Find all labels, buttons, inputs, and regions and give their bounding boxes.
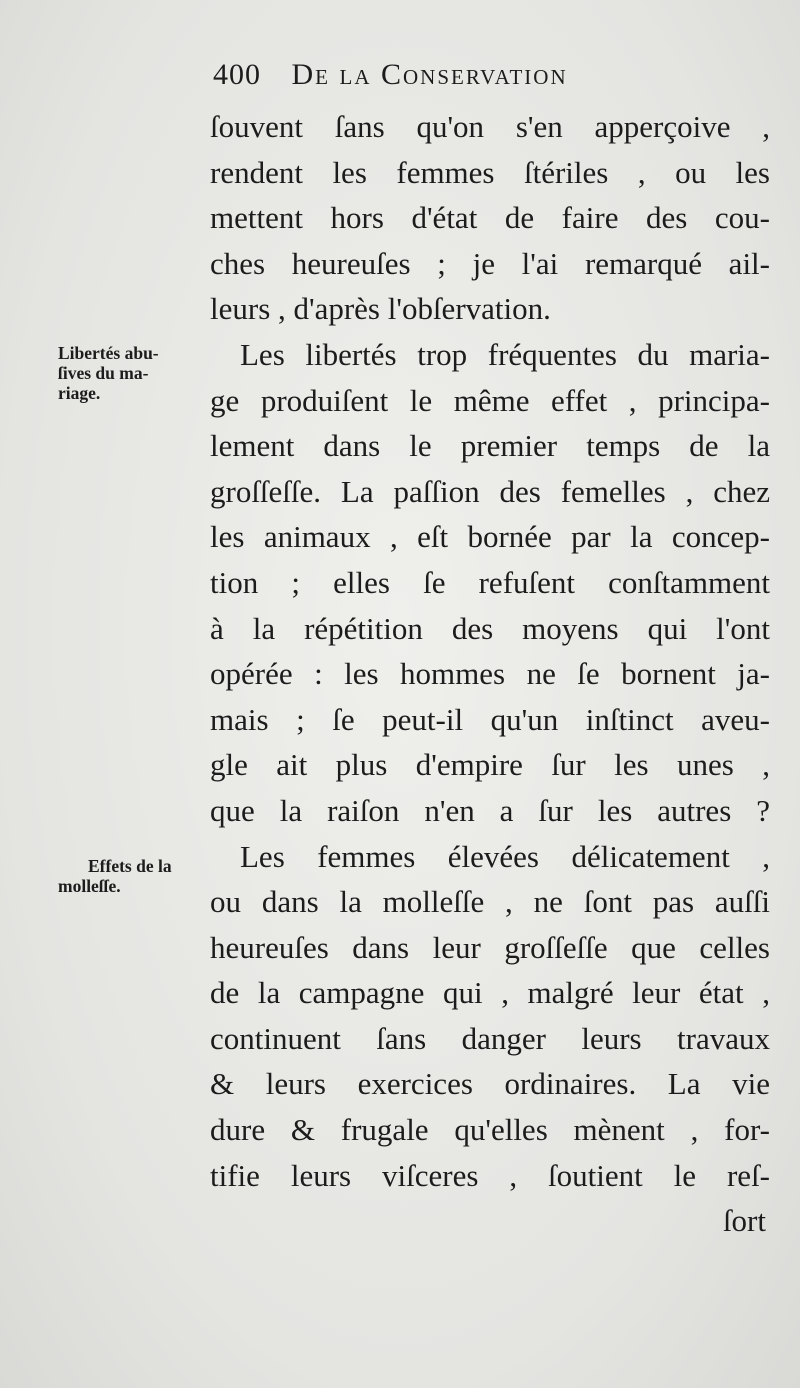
margin-note-effets xyxy=(58,856,208,896)
text-line: que la raiſon n'en a ſur les autres ? xyxy=(210,792,770,828)
text-line: ou dans la molleſſe , ne ſont pas auſſi xyxy=(210,884,770,920)
margin-note-line: riage. xyxy=(58,383,101,403)
text-line: les animaux , eſt bornée par la concep- xyxy=(210,519,770,555)
text-line: ches heureuſes ; je l'ai remarqué ail- xyxy=(210,245,770,281)
text-line: leurs , d'après l'obſervation. xyxy=(210,291,551,327)
margin-note-line: Libertés abu- xyxy=(58,343,159,363)
margin-note-line: Effets de la xyxy=(88,856,172,876)
text-line: ge produiſent le même effet , principa- xyxy=(210,382,770,418)
text-line: Les femmes élevées délicatement , xyxy=(240,838,770,874)
running-header xyxy=(213,58,773,92)
text-line: mais ; ſe peut-il qu'un inſtinct aveu- xyxy=(210,701,770,737)
text-line: mettent hors d'état de faire des cou- xyxy=(210,200,770,236)
text-line: lement dans le premier temps de la xyxy=(210,428,770,464)
running-title: De la Conservation xyxy=(291,58,568,91)
text-line: & leurs exercices ordinaires. La vie xyxy=(210,1066,770,1102)
catchword: ſort xyxy=(722,1203,766,1239)
text-line: tion ; elles ſe refuſent conſtamment xyxy=(210,564,770,600)
text-line: opérée : les hommes ne ſe bornent ja- xyxy=(210,656,770,692)
margin-note-line: ſives du ma- xyxy=(58,363,149,383)
text-line: Les libertés trop fréquentes du maria- xyxy=(240,336,770,372)
text-line: groſſeſſe. La paſſion des femelles , chez xyxy=(210,473,770,509)
margin-note-libertes xyxy=(58,343,208,403)
text-line: rendent les femmes ſtériles , ou les xyxy=(210,154,770,190)
text-line: dure & frugale qu'elles mènent , for- xyxy=(210,1112,770,1148)
text-line: gle ait plus d'empire ſur les unes , xyxy=(210,747,770,783)
text-line: de la campagne qui , malgré leur état , xyxy=(210,975,770,1011)
text-line: à la répétition des moyens qui l'ont xyxy=(210,610,770,646)
text-line: continuent ſans danger leurs travaux xyxy=(210,1020,770,1056)
text-line: ſouvent ſans qu'on s'en apperçoive , xyxy=(210,109,770,144)
margin-note-line: molleſſe. xyxy=(58,876,121,896)
text-line: heureuſes dans leur groſſeſſe que celles xyxy=(210,929,770,965)
page-number: 400 xyxy=(213,58,261,91)
body-text xyxy=(210,104,770,1244)
text-line: tifie leurs viſceres , ſoutient le reſ- xyxy=(210,1157,770,1193)
